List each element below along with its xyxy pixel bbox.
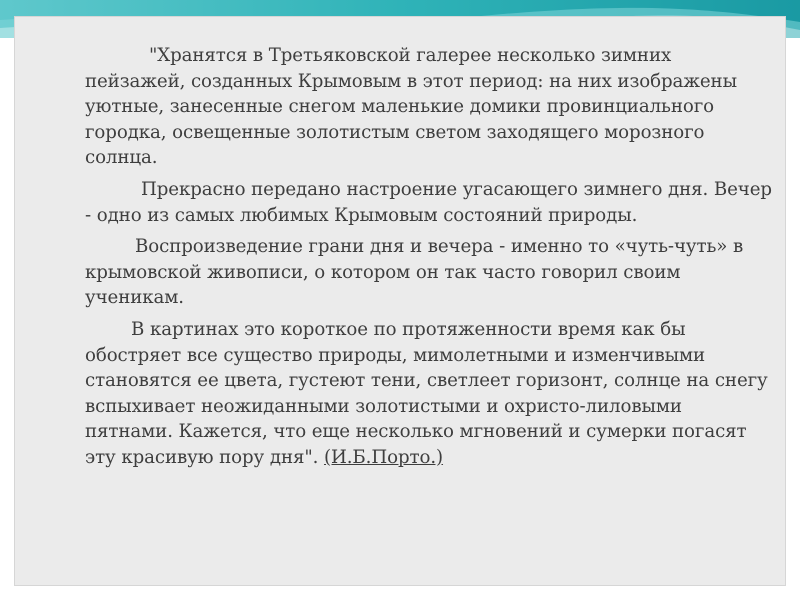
paragraph-2: Прекрасно передано настроение угасающего зимнего дня. Вечер - одно из самых любимых Крымовым состояний природы. <box>85 178 772 226</box>
quote-text-block <box>85 43 775 477</box>
citation-link[interactable]: (И.Б.Порто.) <box>323 446 444 468</box>
paragraph-4 <box>85 317 775 471</box>
paragraph-1: "Хранятся в Третьяковской галерее несколько зимних пейзажей, созданных Крымовым в этот период: на них изображены уютные, занесенные снегом маленькие домики провинциального городка, освещенные золотистым светом заходящего морозного солнца. <box>85 45 737 169</box>
slide-content-panel <box>14 16 786 586</box>
paragraph-3: Воспроизведение грани дня и вечера - именно то «чуть-чуть» в крымовской живописи, о котором он так часто говорил своим ученикам. <box>85 236 744 309</box>
paragraph-4-text: В картинах это короткое по протяженности время как бы обостряет все существо природы, мимолетными и изменчивыми становятся ее цвета, густеют тени, светлеет горизонт, солнце на снегу вспыхивает неожиданными золотистыми и охристо-лиловыми пятнами. Кажется, что еще несколько мгновений и сумерки погасят эту красивую пору дня". <box>85 318 768 468</box>
